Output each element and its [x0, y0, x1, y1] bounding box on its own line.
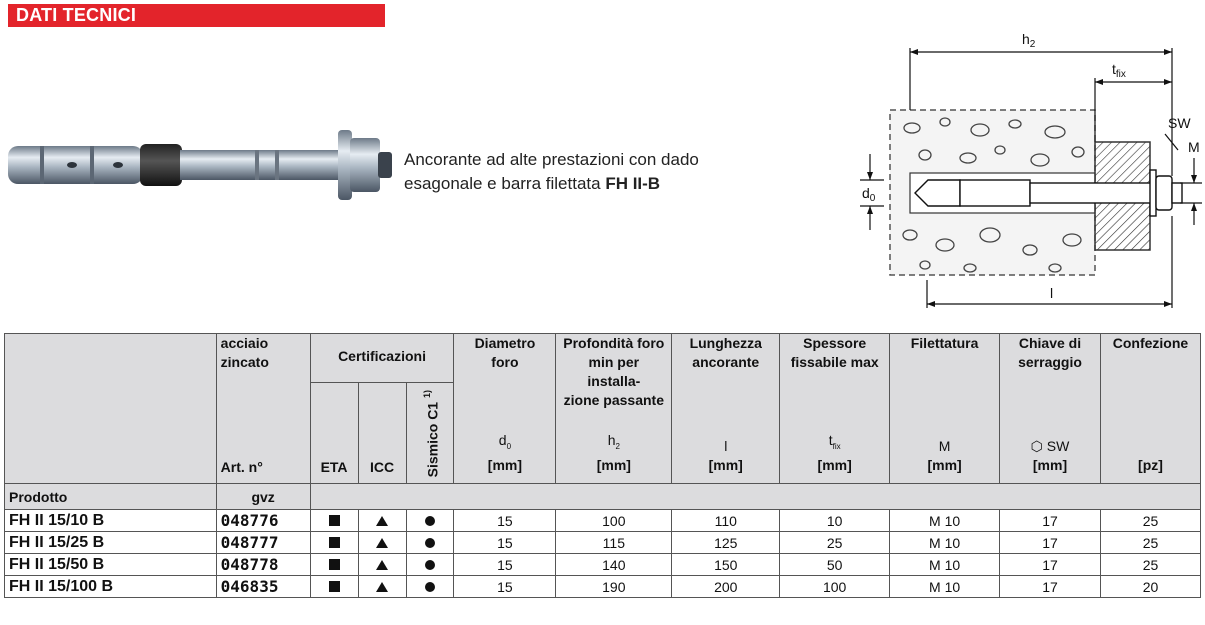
product-cell: FH II 15/25 B [5, 532, 217, 554]
tfix-sub: fix [1115, 69, 1126, 80]
eta-square-icon [329, 515, 340, 526]
article-number-cell: 048778 [216, 554, 310, 576]
sismico-dot-cell [406, 576, 454, 598]
product-description [404, 148, 784, 196]
pz-cell: 20 [1100, 576, 1200, 598]
m-cell: M 10 [890, 554, 1000, 576]
product-name: FH II-B [605, 174, 661, 193]
subheader-fill [310, 484, 1200, 510]
header-blank [5, 334, 217, 484]
d0-sub: 0 [869, 193, 876, 204]
table-row [5, 554, 1201, 576]
sismico-label: Sismico C1 $^{1)}$ [421, 389, 441, 477]
product-cell: FH II 15/10 B [5, 510, 217, 532]
header-spessore: Spessore fissabile max $t_{fix}$ [mm] [780, 334, 890, 484]
h2-sub: 2 [1029, 39, 1036, 50]
header-acciaio-2: zincato [220, 354, 269, 370]
l-cell: 150 [672, 554, 780, 576]
h2-cell: 190 [556, 576, 672, 598]
eta-square-cell [310, 532, 358, 554]
m-cell: M 10 [890, 576, 1000, 598]
sw-label: SW [1168, 115, 1191, 131]
installation-diagram [850, 30, 1205, 320]
pz-cell: 25 [1100, 554, 1200, 576]
h2-label: h [1022, 31, 1030, 47]
eta-square-icon [329, 581, 340, 592]
table-body [5, 510, 1201, 598]
table-row [5, 532, 1201, 554]
icc-triangle-cell [358, 510, 406, 532]
article-number-cell: 048776 [216, 510, 310, 532]
icc-triangle-icon [376, 538, 388, 548]
icc-triangle-icon [376, 582, 388, 592]
l-cell: 125 [672, 532, 780, 554]
pz-cell: 25 [1100, 510, 1200, 532]
header-confezione: Confezione [pz] [1100, 334, 1200, 484]
header-chiave: Chiave di serraggio ⬡ SW [mm] [1000, 334, 1101, 484]
sismico-dot-cell [406, 554, 454, 576]
subheader-row [5, 484, 1201, 510]
tfix-label: t [1112, 61, 1116, 77]
d0-label: d [862, 185, 870, 201]
icc-triangle-icon [376, 560, 388, 570]
product-cell: FH II 15/50 B [5, 554, 217, 576]
svg-text:tfix [1112, 61, 1126, 80]
m-label: M [1188, 139, 1200, 155]
l-cell: 110 [672, 510, 780, 532]
cert-title: Certificazioni [338, 348, 426, 364]
pz-cell: 25 [1100, 532, 1200, 554]
product-cell: FH II 15/100 B [5, 576, 217, 598]
icc-triangle-icon [376, 516, 388, 526]
sismico-dot-icon [425, 560, 435, 570]
l-cell: 200 [672, 576, 780, 598]
sw-cell: 17 [1000, 510, 1101, 532]
h2-cell: 140 [556, 554, 672, 576]
technical-data-table [4, 333, 1201, 598]
tfix-cell: 100 [780, 576, 890, 598]
eta-square-cell [310, 510, 358, 532]
eta-square-cell [310, 554, 358, 576]
tfix-cell: 25 [780, 532, 890, 554]
article-number-cell: 048777 [216, 532, 310, 554]
header-certificazioni [310, 334, 454, 484]
sw-cell: 17 [1000, 554, 1101, 576]
m-cell: M 10 [890, 532, 1000, 554]
icc-triangle-cell [358, 576, 406, 598]
tfix-cell: 10 [780, 510, 890, 532]
header-diametro: Diametro foro $d_0$ [mm] [454, 334, 556, 484]
anchor-bolt-image [0, 120, 400, 210]
sismico-dot-cell [406, 532, 454, 554]
section-banner: DATI TECNICI [8, 4, 385, 27]
eta-square-icon [329, 559, 340, 570]
header-art: Art. n° [220, 459, 263, 475]
tfix-cell: 50 [780, 554, 890, 576]
eta-square-icon [329, 537, 340, 548]
sw-cell: 17 [1000, 576, 1101, 598]
sw-cell: 17 [1000, 532, 1101, 554]
description-line-2 [404, 172, 784, 196]
d0-cell: 15 [454, 576, 556, 598]
header-acciaio-1: acciaio [220, 335, 269, 351]
h2-cell: 115 [556, 532, 672, 554]
header-row [5, 334, 1201, 484]
header-icc: ICC [359, 383, 407, 483]
sismico-dot-icon [425, 538, 435, 548]
article-number-cell: 046835 [216, 576, 310, 598]
d0-cell: 15 [454, 532, 556, 554]
header-filettatura: Filettatura M [mm] [890, 334, 1000, 484]
table-row [5, 576, 1201, 598]
icc-triangle-cell [358, 554, 406, 576]
d0-cell: 15 [454, 510, 556, 532]
gvz-label: gvz [216, 484, 310, 510]
header-acciaio [216, 334, 310, 484]
header-eta: ETA [311, 383, 359, 483]
svg-text:d0 [862, 185, 876, 204]
header-lunghezza: Lunghezza ancorante l [mm] [672, 334, 780, 484]
h2-cell: 100 [556, 510, 672, 532]
header-profondita: Profondità foro min per installa- zione passante $h_2$ [mm] [556, 334, 672, 484]
sismico-dot-icon [425, 516, 435, 526]
sismico-dot-cell [406, 510, 454, 532]
description-line-1: Ancorante ad alte prestazioni con dado [404, 150, 699, 169]
header-sismico [407, 383, 454, 483]
description-text: esagonale e barra filettata [404, 174, 606, 193]
eta-square-cell [310, 576, 358, 598]
d0-cell: 15 [454, 554, 556, 576]
m-cell: M 10 [890, 510, 1000, 532]
prodotto-label: Prodotto [5, 484, 217, 510]
table-row [5, 510, 1201, 532]
l-label: l [1050, 285, 1054, 301]
svg-text:h2 [1022, 31, 1036, 50]
sismico-dot-icon [425, 582, 435, 592]
icc-triangle-cell [358, 532, 406, 554]
